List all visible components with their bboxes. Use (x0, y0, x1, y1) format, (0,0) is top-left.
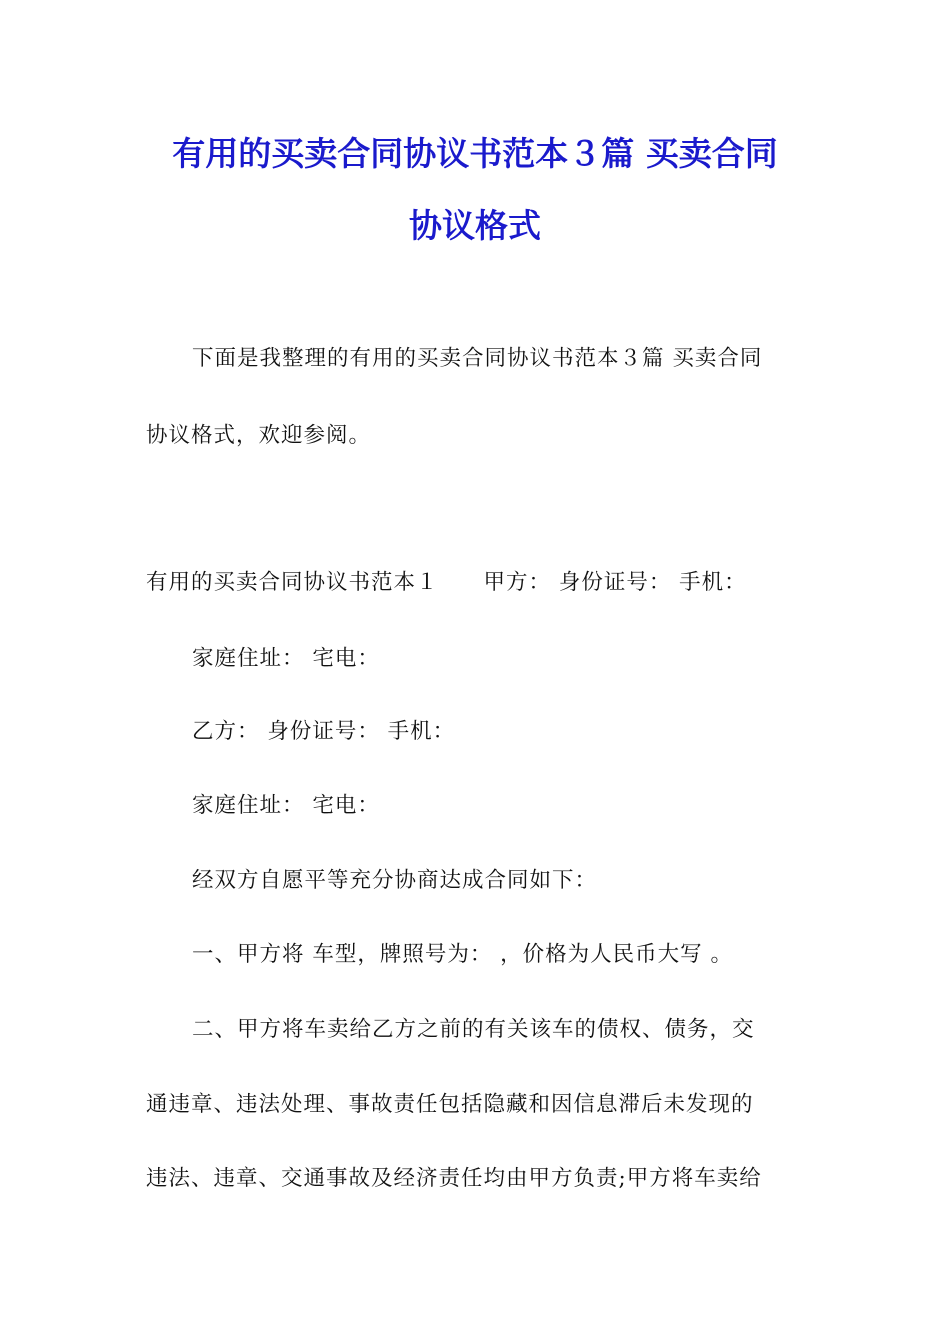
clause-2-line-2: 通违章、违法处理、事故责任包括隐藏和因信息滞后未发现的 (146, 1092, 754, 1117)
intro-paragraph-line-2: 协议格式，欢迎参阅。 (146, 423, 372, 448)
agreement-intro-line: 经双方自愿平等充分协商达成合同如下： (192, 868, 598, 893)
clause-1-line: 一、甲方将 车型，牌照号为： ，价格为人民币大写 。 (192, 942, 734, 967)
clause-2-line-3: 违法、违章、交通事故及经济责任均由甲方负责;甲方将车卖给 (146, 1166, 762, 1191)
clause-2-line-1: 二、甲方将车卖给乙方之前的有关该车的债权、债务，交 (192, 1017, 755, 1042)
party-a-address-line: 家庭住址： 宅电： (192, 646, 380, 671)
document-title-line-1: 有用的买卖合同协议书范本３篇 买卖合同 (172, 134, 778, 173)
party-b-line: 乙方： 身份证号： 手机： (192, 719, 456, 744)
section-1-heading-line: 有用的买卖合同协议书范本１ 甲方： 身份证号： 手机： (146, 570, 747, 595)
intro-paragraph-line-1: 下面是我整理的有用的买卖合同协议书范本３篇 买卖合同 (192, 346, 763, 371)
party-b-address-line: 家庭住址： 宅电： (192, 793, 380, 818)
document-title-line-2: 协议格式 (409, 206, 541, 245)
